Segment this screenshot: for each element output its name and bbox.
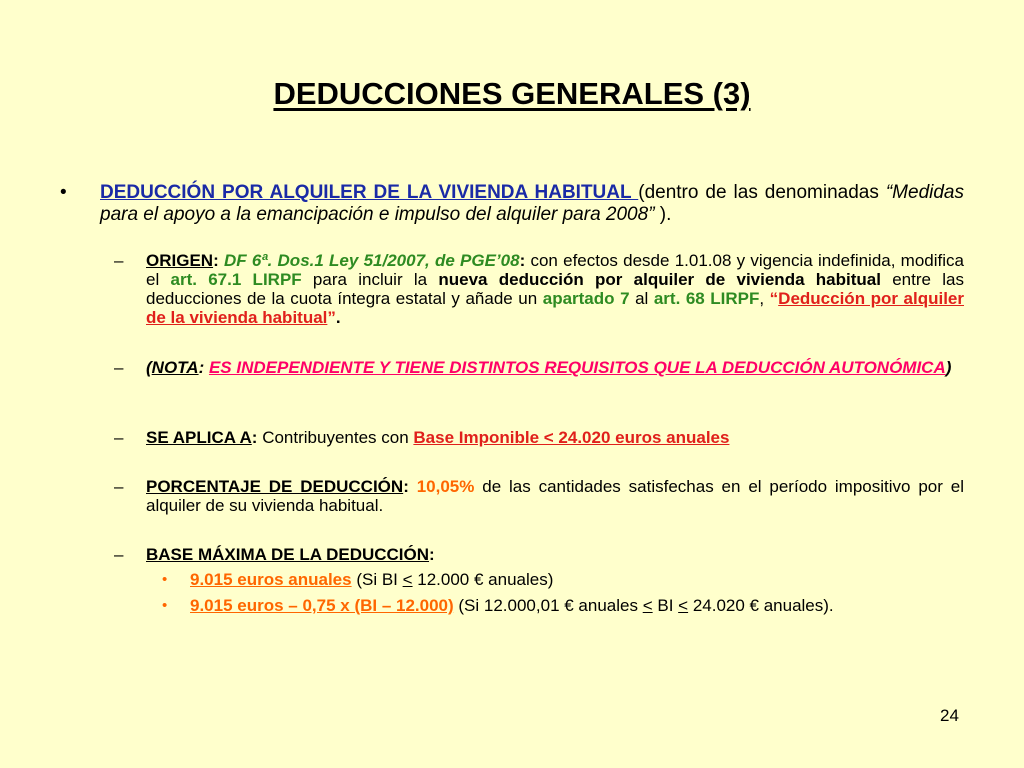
dash-marker: – [114,428,124,447]
nota-label: NOTA [151,358,199,377]
dash-marker: – [114,358,124,377]
origen-text-4: al [629,289,654,308]
aplica-label: SE APLICA A [146,428,252,447]
option-1-cond-open: (Si BI [351,570,403,589]
origen-text-5: , [759,289,770,308]
art-67-ref: art. 67.1 LIRPF [170,270,302,289]
aplica-colon: : [251,428,258,447]
nueva-deduccion: nueva deducción por alquiler de vivienda habitual [438,270,881,289]
art-68-ref: art. 68 LIRPF [653,289,760,308]
base-maxima-colon: : [429,545,435,564]
option-2-mid: BI [652,596,679,615]
base-maxima-label: BASE MÁXIMA DE LA DEDUCCIÓN [146,545,430,564]
option-2-lt: < [642,596,653,615]
deduccion-name: Deducción por alquiler de la vivienda habitual [146,289,964,327]
option-2-value: 9.015 euros – 0,75 x (BI – 12.000) [190,596,454,615]
origen-label: ORIGEN [146,251,214,270]
dash-marker: – [114,251,124,270]
sub-bullet-marker: • [162,597,168,614]
option-1-lt: < [402,570,413,589]
dash-marker: – [114,545,124,564]
main-text-1: (dentro de las denominadas [638,182,886,203]
porcentaje-text: de las cantidades satisfechas en el período impositivo por el alquiler de su vivienda habitual. [146,477,964,515]
option-2-cond-close: 24.020 € anuales). [688,596,834,615]
option-2-cond-open: (Si 12.000,01 € anuales [453,596,643,615]
aplica-item [146,428,964,447]
nota-text: ES INDEPENDIENTE Y TIENE DISTINTOS REQUISITOS QUE LA DEDUCCIÓN AUTONÓMICA [208,358,946,377]
origen-colon: : [213,251,224,270]
dash-marker: – [114,477,124,496]
option-1-value: 9.015 euros anuales [190,570,352,589]
option-2-lt-2: < [678,596,689,615]
base-maxima-option-2 [190,596,980,615]
origen-source: DF 6ª. Dos.1 Ley 51/2007, de PGE’08 [223,251,520,270]
base-imponible: Base Imponible < 24.020 euros anuales [413,428,730,447]
apartado-7-ref: apartado 7 [542,289,630,308]
main-heading: DEDUCCIÓN POR ALQUILER DE LA VIVIENDA HABITUAL [100,182,639,203]
porcentaje-colon: : [403,477,409,496]
quote-close: ” [327,308,336,327]
sub-bullet-marker: • [162,571,168,588]
main-bullet-text [100,182,964,226]
origen-text-1: con efectos desde 1.01.08 y vigencia indefinida, modifica el [146,251,964,289]
main-bullet-marker: • [60,182,67,203]
nota-item [146,358,964,377]
origen-text-3: entre las deducciones de la cuota íntegra estatal y añade un [146,270,964,308]
nota-colon: : [198,358,209,377]
origen-text-2: para incluir la [301,270,439,289]
porcentaje-label: PORCENTAJE DE DEDUCCIÓN [146,477,404,496]
main-text-2: ). [654,204,672,225]
slide-title: DEDUCCIONES GENERALES (3) [273,76,751,111]
porcentaje-item [146,477,964,515]
origen-end: . [335,308,341,327]
origen-item [146,251,964,327]
origen-colon-2: : [519,251,526,270]
base-maxima-option-1 [190,570,980,589]
aplica-text: Contribuyentes con [257,428,414,447]
quote-open: “ [769,289,779,308]
option-1-cond-close: 12.000 € anuales) [412,570,554,589]
nota-close: ) [945,358,952,377]
page-number: 24 [940,706,959,725]
base-maxima-item [146,545,964,564]
nota-open: ( [146,358,152,377]
main-italic: “Medidas para el apoyo a la emancipación e impulso del alquiler para 2008” [100,182,965,225]
porcentaje-value: 10,05% [416,477,475,496]
